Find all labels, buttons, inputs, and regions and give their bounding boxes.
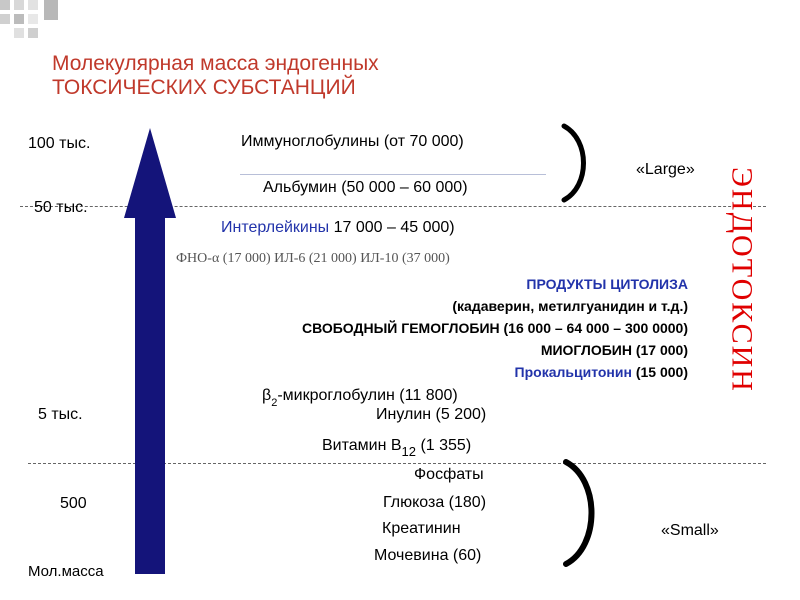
procalcitonin-label — [515, 364, 688, 380]
free-hemoglobin-label: СВОБОДНЫЙ ГЕМОГЛОБИН (16 000 – 64 000 – 300 0000) — [301, 320, 688, 336]
decor-square — [0, 0, 10, 10]
axis-label-500: 500 — [60, 495, 87, 512]
cytokines-label: ФНО-α (17 000) ИЛ-6 (21 000) ИЛ-10 (37 000) — [176, 251, 450, 266]
endotoxin-text: ЭНДОТОКСИН — [725, 167, 759, 393]
interleukins-range: 17 000 – 45 000) — [329, 219, 455, 236]
cytolysis-examples-label: (кадаверин, метилгуанидин и т.д.) — [452, 298, 688, 314]
beta2-prefix: β — [262, 387, 272, 404]
title-line-1: Молекулярная масса эндогенных — [52, 52, 379, 75]
creatinine-label: Креатинин — [382, 520, 461, 537]
axis-caption: Мол.масса — [28, 563, 104, 580]
large-group-label: «Large» — [636, 161, 695, 178]
cytolysis-products-label: ПРОДУКТЫ ЦИТОЛИЗА — [526, 276, 688, 292]
decor-square — [28, 0, 38, 10]
divider-line — [240, 174, 546, 175]
decor-square — [28, 28, 38, 38]
vitamin-rest: (1 355) — [416, 437, 472, 454]
slide-title — [52, 52, 379, 100]
decor-square — [14, 28, 24, 38]
title-line-2: ТОКСИЧЕСКИХ СУБСТАНЦИЙ — [52, 76, 356, 99]
beta2-subscript: 2 — [271, 397, 278, 409]
endotoxin-vertical-label — [722, 160, 762, 400]
vitamin-subscript: 12 — [401, 444, 417, 459]
urea-label: Мочевина (60) — [374, 547, 482, 564]
axis-label-50k: 50 тыс. — [34, 199, 88, 216]
large-group-bracket — [556, 122, 596, 204]
decor-square — [0, 14, 10, 24]
procalcitonin-value: (15 000) — [631, 364, 688, 380]
small-group-label: «Small» — [661, 522, 719, 539]
albumin-label: Альбумин (50 000 – 60 000) — [263, 179, 468, 196]
beta2-rest: -микроглобулин (11 800) — [277, 387, 458, 404]
vitamin-prefix: Витамин B — [322, 437, 402, 454]
decor-square — [14, 14, 24, 24]
interleukins-name: Интерлейкины — [221, 219, 330, 236]
vitamin-b12-label — [322, 437, 472, 459]
beta2-microglobulin-label — [262, 387, 458, 409]
decor-square — [44, 0, 58, 20]
decor-square — [28, 14, 38, 24]
procalcitonin-name: Прокальцитонин — [514, 364, 632, 380]
decor-square — [14, 0, 24, 10]
myoglobin-label: МИОГЛОБИН (17 000) — [540, 342, 688, 358]
axis-label-100k: 100 тыс. — [28, 135, 91, 152]
glucose-label: Глюкоза (180) — [383, 494, 487, 511]
axis-label-5k: 5 тыс. — [38, 406, 83, 423]
immunoglobulins-label: Иммуноглобулины (от 70 000) — [241, 133, 464, 150]
inulin-label: Инулин (5 200) — [376, 406, 487, 423]
molecular-mass-arrow — [120, 128, 180, 574]
interleukins-label — [221, 219, 455, 237]
small-group-bracket — [556, 458, 606, 568]
phosphates-label: Фосфаты — [414, 466, 484, 483]
